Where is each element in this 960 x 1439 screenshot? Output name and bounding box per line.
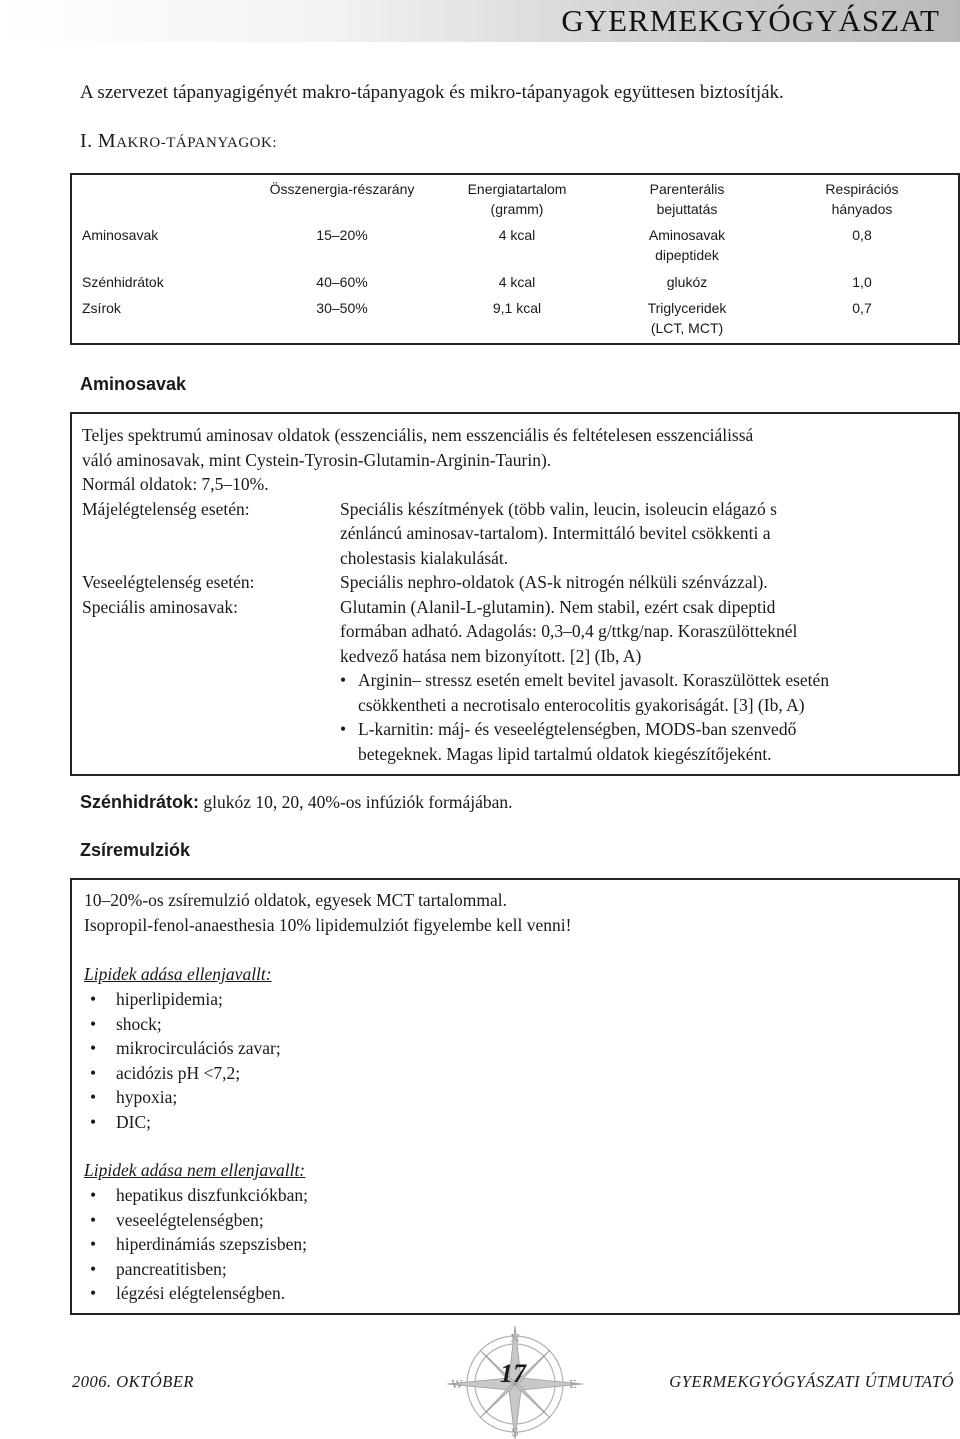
compass-letter-n: N — [510, 1332, 520, 1345]
zsir-line: 10–20%-os zsíremulzió oldatok, egyesek MCT tartalommal. — [84, 890, 507, 910]
compass-letter-e: E — [568, 1378, 578, 1391]
cell-parenteral: glukóz — [666, 274, 708, 290]
maj-text: Speciális készítmények (több valin, leucin, isoleucin elágazó s — [340, 499, 777, 519]
section-title-rest: AKRO-TÁPANYAGOK: — [116, 135, 278, 151]
table-header-label: (gramm) — [490, 201, 544, 217]
szenhidratok-text: glukóz 10, 20, 40%-os infúziók formájában. — [199, 792, 513, 812]
bullet-dot: • — [90, 1185, 97, 1205]
cell-name: Zsírok — [82, 300, 121, 316]
bullet-karnitin: L-karnitin: máj- és veseelégtelenségben, MODS-ban szenvedő — [358, 719, 797, 739]
compass-letter-w: W — [451, 1378, 463, 1391]
aminosavak-line: váló aminosavak, mint Cystein-Tyrosin-Glutamin-Arginin-Taurin). — [82, 450, 552, 470]
footer-right: GYERMEKGYÓGYÁSZATI ÚTMUTATÓ — [669, 1372, 954, 1391]
cell-parenteral-line: Aminosavak — [648, 227, 726, 243]
maj-label: Májelégtelenség esetén: — [82, 499, 250, 519]
table-header-parenteral — [622, 179, 752, 219]
bullet-dot: • — [90, 989, 97, 1009]
noncontra-title: Lipidek adása nem ellenjavallt: — [84, 1160, 306, 1180]
spec-text: formában adható. Adagolás: 0,3–0,4 g/ttkg/nap. Koraszülötteknél — [340, 621, 798, 641]
contra-list — [90, 987, 590, 1137]
list-item-label: hiperdinámiás szepszisben; — [116, 1234, 307, 1254]
bullet-dot: • — [90, 1258, 97, 1279]
bullet-arginin: csökkentheti a necrotisalo enterocolitis gyakoriságát. [3] (Ib, A) — [358, 695, 805, 715]
table-header-share — [252, 179, 432, 199]
cell-energy: 4 kcal — [498, 274, 536, 290]
cell-parenteral-line: dipeptidek — [655, 247, 719, 263]
macro-table — [70, 173, 960, 345]
list-item-label: légzési elégtelenségben. — [116, 1283, 286, 1303]
zsir-line: Isopropil-fenol-anaesthesia 10% lipidemulziót figyelembe kell venni! — [84, 915, 572, 935]
aminosavak-line: Normál oldatok: 7,5–10%. — [82, 474, 269, 494]
szenhidratok-label: Szénhidrátok: — [80, 792, 200, 812]
cell-energy: 4 kcal — [498, 227, 536, 243]
bullet-dot: • — [90, 1111, 97, 1132]
table-header-rq — [802, 179, 922, 219]
cell-parenteral — [622, 298, 752, 338]
zsiremulziok-heading: Zsíremulziók — [80, 840, 191, 860]
spec-text: kedvező hatása nem bizonyított. [2] (Ib, A) — [340, 646, 642, 666]
bullet-dot: • — [90, 1038, 97, 1058]
section-title-first: M — [97, 130, 117, 152]
footer-left: 2006. OKTÓBER — [72, 1372, 194, 1391]
vese-text: Speciális nephro-oldatok (AS-k nitrogén nélküli szénvázzal). — [340, 572, 768, 592]
table-header-energy — [442, 179, 592, 219]
zsiremulziok-box — [70, 878, 960, 1315]
maj-text: cholestasis kialakulását. — [340, 548, 509, 568]
contra-title: Lipidek adása ellenjavallt: — [84, 964, 272, 984]
section-title — [80, 130, 277, 153]
list-item-label: veseelégtelenségben; — [116, 1209, 264, 1230]
table-header-label: Respirációs — [825, 181, 899, 197]
table-header-label: Energiatartalom — [467, 181, 567, 197]
bullet-dot: • — [340, 719, 347, 739]
table-header-label: Parenterális — [649, 181, 725, 197]
table-header-label: hányados — [831, 201, 893, 217]
page-header-title: GYERMEKGYÓGYÁSZAT — [561, 3, 940, 38]
noncontra-list — [90, 1183, 590, 1309]
intro-text: A szervezet tápanyagigényét makro-tápanyagok és mikro-tápanyagok együttesen biztosítják. — [80, 82, 784, 103]
cell-name: Szénhidrátok — [82, 274, 164, 290]
bullet-dot: • — [90, 1283, 97, 1303]
maj-text: zénláncú aminosav-tartalom). Intermittáló bevitel csökkenti a — [340, 523, 771, 543]
list-item-label: mikrocirculációs zavar; — [116, 1038, 281, 1058]
table-row-zsirok — [72, 298, 958, 342]
cell-energy: 9,1 kcal — [492, 300, 542, 316]
bullet-karnitin: betegeknek. Magas lipid tartalmú oldatok kiegészítőjeként. — [358, 744, 772, 764]
table-row-aminosavak — [72, 225, 958, 269]
cell-share: 30–50% — [316, 300, 368, 316]
bullet-dot: • — [90, 1013, 97, 1034]
table-header-label: bejuttatás — [656, 201, 718, 217]
cell-rq: 0,7 — [852, 300, 872, 316]
vese-label: Veseelégtelenség esetén: — [82, 572, 255, 592]
list-item-label: hiperlipidemia; — [116, 989, 223, 1009]
cell-rq: 1,0 — [852, 274, 872, 290]
list-item-label: DIC; — [116, 1111, 151, 1132]
list-item-label: shock; — [116, 1013, 162, 1034]
compass-letter-s: S — [511, 1426, 519, 1439]
cell-name: Aminosavak — [82, 227, 159, 243]
szenhidratok-line — [80, 790, 513, 815]
aminosavak-heading: Aminosavak — [80, 374, 187, 394]
table-header-label: Összenergia-részarány — [269, 181, 415, 197]
cell-share: 40–60% — [316, 274, 368, 290]
list-item-label: hypoxia; — [116, 1087, 178, 1107]
page-number: 17 — [500, 1359, 526, 1388]
cell-share: 15–20% — [316, 227, 368, 243]
bullet-dot: • — [90, 1087, 97, 1107]
list-item-label: pancreatitisben; — [116, 1258, 227, 1279]
bullet-dot: • — [90, 1209, 97, 1230]
spec-text: Glutamin (Alanil-L-glutamin). Nem stabil, ezért csak dipeptid — [340, 597, 776, 617]
list-item-label: acidózis pH <7,2; — [116, 1062, 241, 1083]
spec-label: Speciális aminosavak: — [82, 597, 239, 617]
cell-parenteral-line: Triglyceridek — [647, 300, 727, 316]
section-number: I. — [80, 130, 93, 152]
table-row-szenhidratok — [72, 272, 958, 294]
bullet-dot: • — [90, 1234, 97, 1254]
cell-parenteral-line: (LCT, MCT) — [650, 320, 724, 336]
list-item-label: hepatikus diszfunkciókban; — [116, 1185, 308, 1205]
bullet-arginin: Arginin– stressz esetén emelt bevitel javasolt. Koraszülöttek esetén — [358, 670, 830, 690]
aminosavak-box — [70, 412, 960, 776]
aminosavak-line: Teljes spektrumú aminosav oldatok (esszenciális, nem esszenciális és feltételesen esszenciálissá — [82, 425, 754, 445]
bullet-dot: • — [340, 670, 347, 690]
cell-rq: 0,8 — [852, 227, 872, 243]
bullet-dot: • — [90, 1062, 97, 1083]
cell-parenteral — [622, 225, 752, 265]
